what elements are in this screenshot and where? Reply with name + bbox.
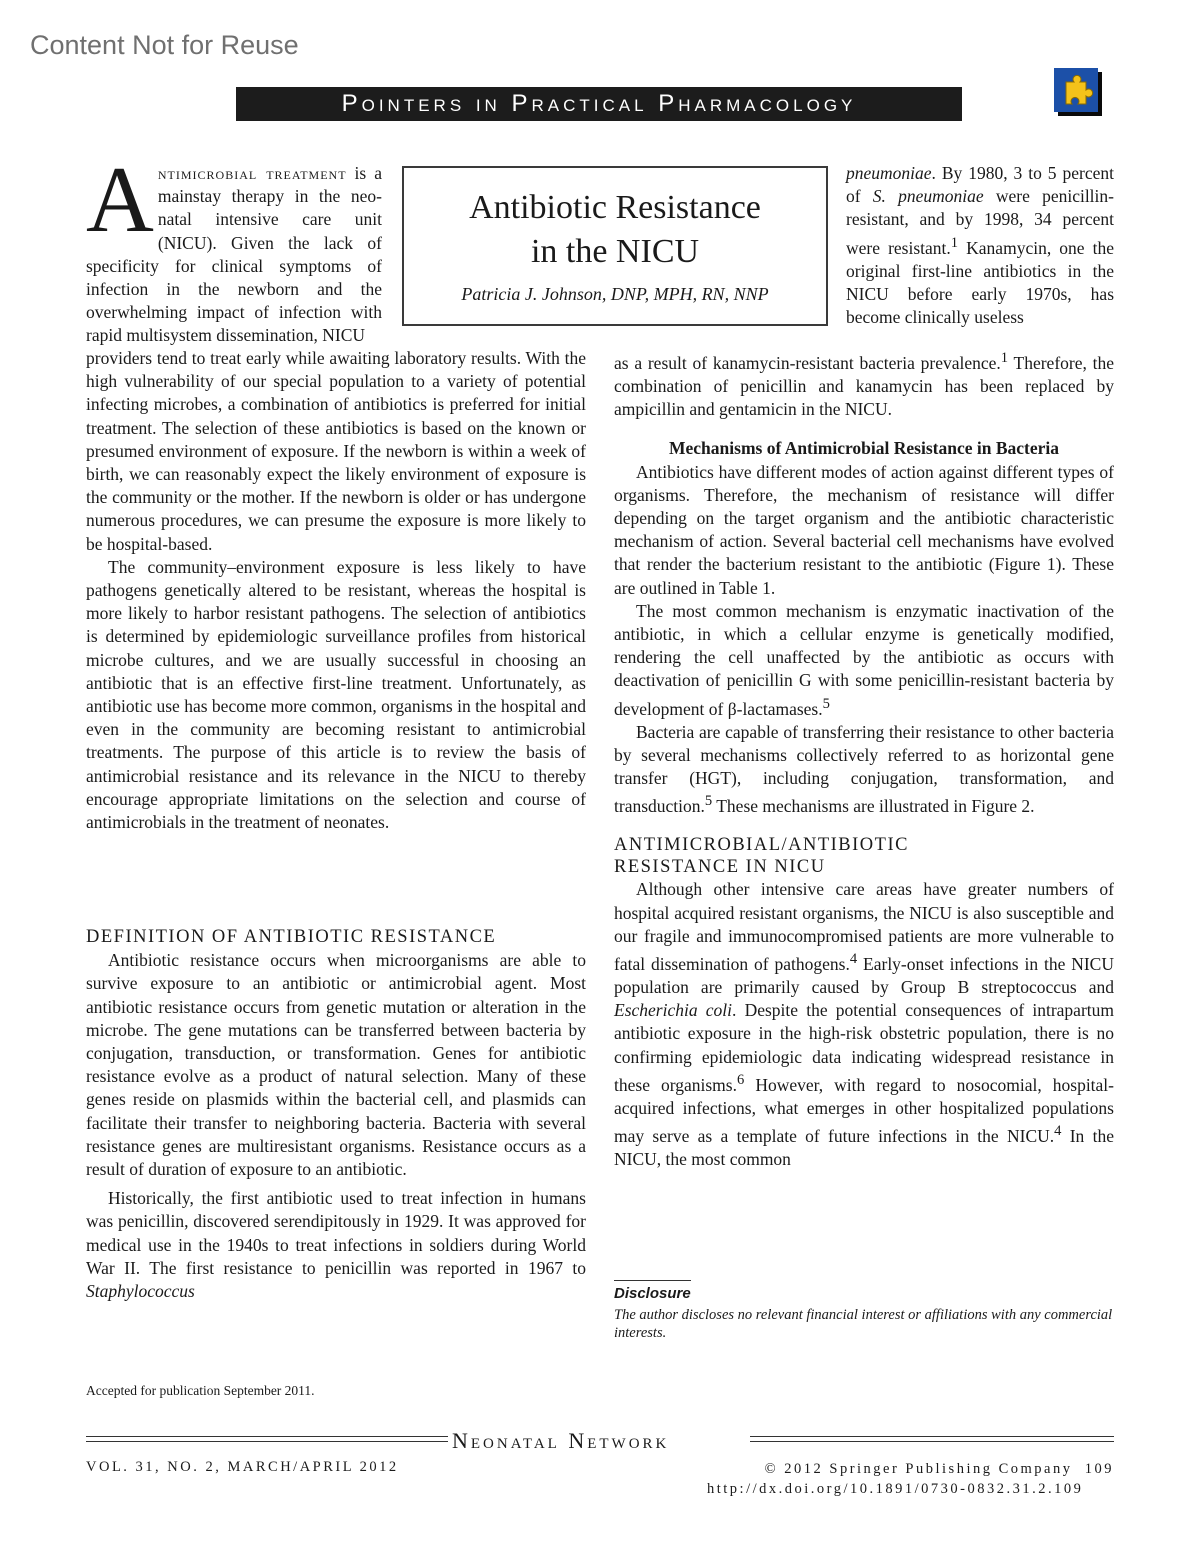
paragraph-mechanisms-1: Antibiotics have different modes of action against different types of organisms. Therefore, the mechanism of resistance will differ depending on the target organism and the antibiotic characteristic mechanism of action. Several bacterial cell mechanisms have evolved that render the bacterium resistant to the antibiotic (Figure 1). These are outlined in Table 1. — [614, 461, 1114, 598]
left-column — [86, 148, 586, 348]
footer-rule-right-2 — [750, 1441, 1114, 1442]
paragraph-definition: Antibiotic resistance occurs when microorganisms are able to survive exposure to an antibiotic or antimicrobial agent. Most antibiotic resistance occurs from genetic mutation or alteration in the microbe. The gene mutations can be transferred between bacteria by conjugation, transduction, or transformation. Genes for antibiotic resistance evolve as a product of natural selection. Many of these genes reside on plasmids within the bacterial cell, and plasmids can facilitate their transfer to neighboring bacteria. Bacteria with several resistance genes are multiresistant organisms. Resistance occurs as a result of duration of exposure to an antibiotic. — [86, 950, 586, 1180]
article-author: Patricia J. Johnson, DNP, MPH, RN, NNP — [461, 284, 769, 304]
volume-info: VOL. 31, NO. 2, MARCH/APRIL 2012 — [86, 1459, 399, 1475]
heading-mechanisms: Mechanisms of Antimicrobial Resistance in Bacteria — [669, 438, 1059, 459]
copyright: © 2012 Springer Publishing Company — [764, 1461, 1073, 1477]
footer-rule-right-1 — [750, 1436, 1114, 1437]
puzzle-piece-icon — [1054, 68, 1104, 118]
drop-cap: A — [86, 148, 154, 252]
left-column-middle — [86, 347, 586, 834]
accepted-note: Accepted for publication September 2011. — [86, 1383, 315, 1398]
paragraph-nicu: Although other intensive care areas have greater numbers of hospital acquired resistant organisms, the NICU is also susceptible and our fragile and immunocompromised patients are more vulnerable to fatal dissemination of pathogens.$^4$ Early-onset infections in the NICU population are primarily caused by Group B streptococcus and Escherichia coli. Despite the potential consequences of intrapartum antibiotic exposure in the high-risk obstetric population, there is no confirming epidemiologic data indicating widespread resistance in these organisms.$^6$ However, with regard to nosocomial, hospital-acquired infections, what emerges in other hospitalized populations may serve as a template of future infections in the NICU.$^4$ In the NICU, the most common — [614, 879, 1114, 1170]
footer-rule-left-1 — [86, 1436, 448, 1437]
paragraph-right-top: pneumoniae. By 1980, 3 to 5 percent of S. pneumoniae were penicillin-resistant, and by 1998, 34 percent were resistant.$^1$ Kanamycin, one the original first-line antibiotics in the NICU before early 1970s, has become clinically useless — [846, 163, 1114, 328]
intro-paragraph: is a mainstay therapy in the neo- natal intensive care unit (NICU). Given the lack of specificity for clinical symptoms of infection in the newborn and the overwhelming impact of infection with rapid multisystem dissemination, NICU — [86, 163, 382, 346]
left-column-lower — [86, 926, 586, 1303]
lead-in: ntimicrobial treatment — [157, 163, 347, 183]
paragraph-mechanisms-3: Bacteria are capable of transferring their resistance to other bacteria by several mechanisms collectively referred to as horizontal gene transfer (HGT), including conjugation, transformation, and transduction.$^5$ These mechanisms are illustrated in Figure 2. — [614, 721, 1114, 817]
article-title: Antibiotic Resistance in the NICU — [469, 189, 761, 270]
disclosure-body: The author discloses no relevant financial interest or affiliations with any commercial interests. — [614, 1307, 1113, 1341]
copyright-block — [640, 1459, 1114, 1499]
disclosure-box — [614, 1280, 1114, 1342]
watermark-text: Content Not for Reuse — [30, 30, 299, 60]
paragraph-kanamycin: as a result of kanamycin-resistant bacteria prevalence.$^1$ Therefore, the combination of penicillin and kanamycin has been replaced by ampicillin and gentamicin in the NICU. — [614, 350, 1114, 420]
heading-nicu: ANTIMICROBIAL/ANTIBIOTIC RESISTANCE IN NICU — [614, 835, 909, 878]
footer-rule-left-2 — [86, 1441, 448, 1442]
paragraph-community: The community–environment exposure is less likely to have pathogens genetically altered to be resistant, whereas the hospital is more likely to harbor resistant pathogens. The selection of antibiotics is determined by epidemiologic surveillance profiles from historical microbe cultures, and we are usually successful in choosing an antibiotic that is an effective first-line treatment. Unfortunately, as antibiotic use has become more common, organisms in the hospital and even in the community are becoming resistant to antimicrobial treatments. The purpose of this article is to review the basis of antimicrobial resistance and its relevance in the NICU to thereby encourage appropriate limitations on the selection and course of antimicrobials in the treatment of neonates. — [86, 556, 586, 833]
section-banner: Pointers in Practical Pharmacology — [236, 87, 962, 121]
right-column-top — [846, 162, 1114, 329]
intro-paragraph-continued: providers tend to treat early while awaiting laboratory results. With the high vulnerability of our special population to a variety of potential infecting microbes, a combination of antibiotics is preferred for initial treatment. The selection of these antibiotics is based on the known or presumed environment of exposure. If the newborn is within a week of birth, we can reasonably expect the likely environment of exposure is the community or the mother. If the newborn is older or has undergone numerous procedures, we can presume the exposure is more likely to be hospital-based. — [86, 348, 586, 554]
page-number: 109 — [1084, 1461, 1114, 1477]
doi-link[interactable]: http://dx.doi.org/10.1891/0730-0832.31.2.109 — [707, 1481, 1084, 1497]
right-column — [614, 347, 1114, 1171]
journal-name: Neonatal Network — [452, 1428, 670, 1453]
heading-definition: DEFINITION OF ANTIBIOTIC RESISTANCE — [86, 927, 497, 947]
paragraph-history: Historically, the first antibiotic used to treat infection in humans was penicillin, discovered serendipitously in 1929. It was approved for medical use in the 1940s to treat infections in soldiers during World War II. The first resistance to penicillin was reported in 1967 to Staphylococcus — [86, 1188, 586, 1302]
disclosure-heading: Disclosure — [614, 1280, 691, 1302]
paragraph-mechanisms-2: The most common mechanism is enzymatic inactivation of the antibiotic, in which a cellular enzyme is genetically modified, rendering the cell unaffected by the antibiotic as occurs with deactivation of penicillin G with some penicillin-resistant bacteria by development of β-lactamases.$^5$ — [614, 600, 1114, 719]
